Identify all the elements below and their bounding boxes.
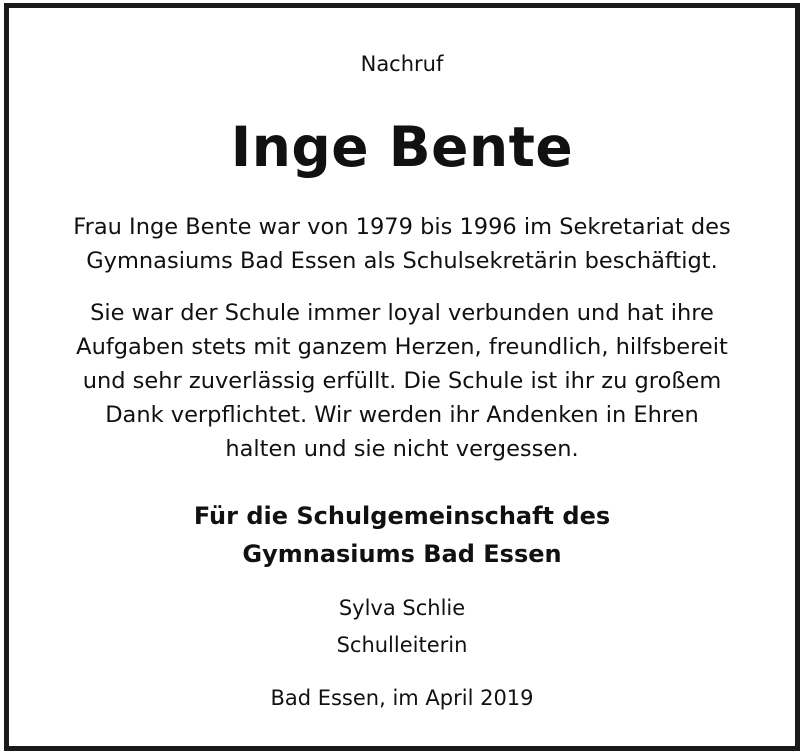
paragraph-line: und sehr zuverlässig erfüllt. Die Schule ist ihr zu großem bbox=[82, 368, 722, 394]
paragraph-line: Gymnasiums Bad Essen als Schulsekretärin beschäftigt. bbox=[86, 248, 718, 274]
signatory-name: Sylva Schlie bbox=[338, 596, 466, 620]
paragraph-line: halten und sie nicht vergessen. bbox=[225, 436, 579, 462]
place-and-date: Bad Essen, im April 2019 bbox=[270, 686, 534, 710]
signature-org-line: Für die Schulgemeinschaft des bbox=[193, 502, 611, 530]
deceased-name: Inge Bente bbox=[230, 115, 574, 179]
obituary-notice bbox=[9, 8, 795, 746]
paragraph-line: Dank verpflichtet. Wir werden ihr Andenken in Ehren bbox=[105, 402, 699, 428]
signature-organization bbox=[9, 497, 795, 573]
paragraph-employment bbox=[29, 210, 775, 278]
paragraph-line: Sie war der Schule immer loyal verbunden und hat ihre bbox=[90, 300, 714, 326]
notice-kicker: Nachruf bbox=[360, 52, 444, 76]
paragraph-line: Aufgaben stets mit ganzem Herzen, freundlich, hilfsbereit bbox=[76, 334, 728, 360]
signature-org-line: Gymnasiums Bad Essen bbox=[242, 540, 562, 568]
signatory-role: Schulleiterin bbox=[336, 633, 468, 657]
paragraph-tribute bbox=[29, 296, 775, 466]
paragraph-line: Frau Inge Bente war von 1979 bis 1996 im Sekretariat des bbox=[73, 214, 731, 240]
notice-frame bbox=[4, 3, 800, 751]
